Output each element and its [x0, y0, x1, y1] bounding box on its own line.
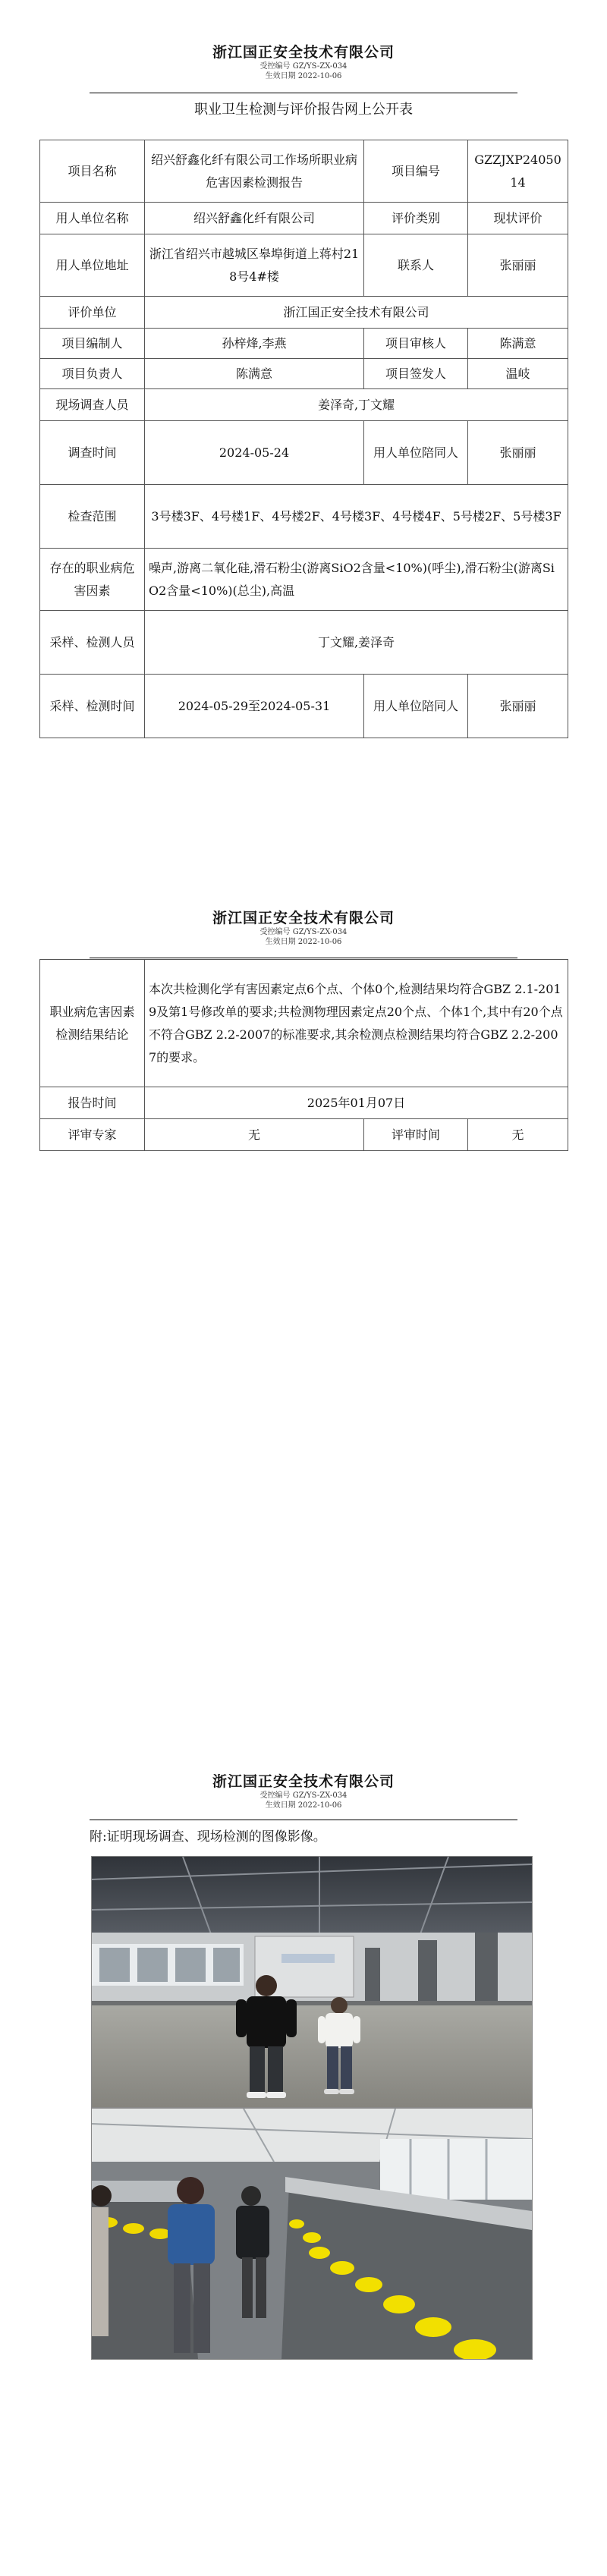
hazards-label: 存在的职业病危害因素: [40, 549, 145, 611]
site-sampling-photo: [91, 2108, 533, 2360]
employer-label: 用人单位名称: [40, 203, 145, 234]
company-name: 浙江国正安全技术有限公司: [212, 910, 395, 926]
site-survey-photo: [91, 1856, 533, 2108]
surveyors-value: 姜泽奇,丁文耀: [145, 389, 568, 421]
eval-unit-value: 浙江国正安全技术有限公司: [145, 297, 568, 329]
effective-date: 生效日期 2022-10-06: [265, 1801, 342, 1810]
compiler-label: 项目编制人: [40, 329, 145, 359]
effective-date: 生效日期 2022-10-06: [265, 938, 342, 946]
companion2-label: 用人单位陪同人: [364, 675, 468, 738]
contact-value: 张丽丽: [468, 234, 568, 297]
conclusion-label: 职业病危害因素检测结果结论: [40, 960, 145, 1087]
surveyors-label: 现场调查人员: [40, 389, 145, 421]
expert-value: 无: [145, 1119, 364, 1151]
survey-time-label: 调查时间: [40, 421, 145, 485]
eval-unit-label: 评价单位: [40, 297, 145, 329]
companion2-value: 张丽丽: [468, 675, 568, 738]
report-info-table: [39, 140, 568, 738]
leader-label: 项目负责人: [40, 359, 145, 389]
review-time-label: 评审时间: [364, 1119, 468, 1151]
eval-type-value: 现状评价: [468, 203, 568, 234]
project-no-value: GZZJXP2405014: [468, 140, 568, 203]
signer-label: 项目签发人: [364, 359, 468, 389]
project-name-label: 项目名称: [40, 140, 145, 203]
review-time-value: 无: [468, 1119, 568, 1151]
effective-date: 生效日期 2022-10-06: [265, 72, 342, 80]
scope-label: 检查范围: [40, 485, 145, 549]
reviewer-value: 陈满意: [468, 329, 568, 359]
project-name-value: 绍兴舒鑫化纤有限公司工作场所职业病危害因素检测报告: [145, 140, 364, 203]
report-time-label: 报告时间: [40, 1087, 145, 1119]
control-number: 受控编号 GZ/YS-ZX-034: [259, 62, 348, 71]
company-name: 浙江国正安全技术有限公司: [212, 1773, 395, 1790]
address-label: 用人单位地址: [40, 234, 145, 297]
samplers-value: 丁文耀,姜泽奇: [145, 611, 568, 675]
expert-label: 评审专家: [40, 1119, 145, 1151]
companion-value: 张丽丽: [468, 421, 568, 485]
survey-time-value: 2024-05-24: [145, 421, 364, 485]
company-name: 浙江国正安全技术有限公司: [212, 44, 395, 61]
report-time-value: 2025年01月07日: [145, 1087, 568, 1119]
page1-header: [0, 41, 607, 81]
samplers-label: 采样、检测人员: [40, 611, 145, 675]
reviewer-label: 项目审核人: [364, 329, 468, 359]
page2-header: [0, 907, 607, 947]
conclusion-value: 本次共检测化学有害因素定点6个点、个体0个,检测结果均符合GBZ 2.1-2019及第1号修改单的要求;共检测物理因素定点20个点、个体1个,其中有20个点不符合GBZ 2.2-2007的标准要求,其余检测点检测结果均符合GBZ 2.2-2007的要求。: [145, 960, 568, 1087]
control-number: 受控编号 GZ/YS-ZX-034: [259, 928, 348, 936]
companion-label: 用人单位陪同人: [364, 421, 468, 485]
signer-value: 温岐: [468, 359, 568, 389]
conclusion-table: [39, 959, 568, 1151]
scope-value: 3号楼3F、4号楼1F、4号楼2F、4号楼3F、4号楼4F、5号楼2F、5号楼3F: [145, 485, 568, 549]
attachment-label: 附:证明现场调查、现场检测的图像影像。: [90, 1829, 326, 1845]
contact-label: 联系人: [364, 234, 468, 297]
control-number: 受控编号 GZ/YS-ZX-034: [259, 1791, 348, 1800]
report-title: 职业卫生检测与评价报告网上公开表: [194, 102, 413, 118]
page3-header: [0, 1770, 607, 1810]
sampling-time-label: 采样、检测时间: [40, 675, 145, 738]
hazards-value: 噪声,游离二氧化硅,滑石粉尘(游离SiO2含量<10%)(呼尘),滑石粉尘(游离SiO2含量<10%)(总尘),高温: [145, 549, 568, 611]
sampling-time-value: 2024-05-29至2024-05-31: [145, 675, 364, 738]
compiler-value: 孙梓烽,李燕: [145, 329, 364, 359]
leader-value: 陈满意: [145, 359, 364, 389]
project-no-label: 项目编号: [364, 140, 468, 203]
employer-value: 绍兴舒鑫化纤有限公司: [145, 203, 364, 234]
address-value: 浙江省绍兴市越城区皋埠街道上蒋村218号4#楼: [145, 234, 364, 297]
eval-type-label: 评价类别: [364, 203, 468, 234]
